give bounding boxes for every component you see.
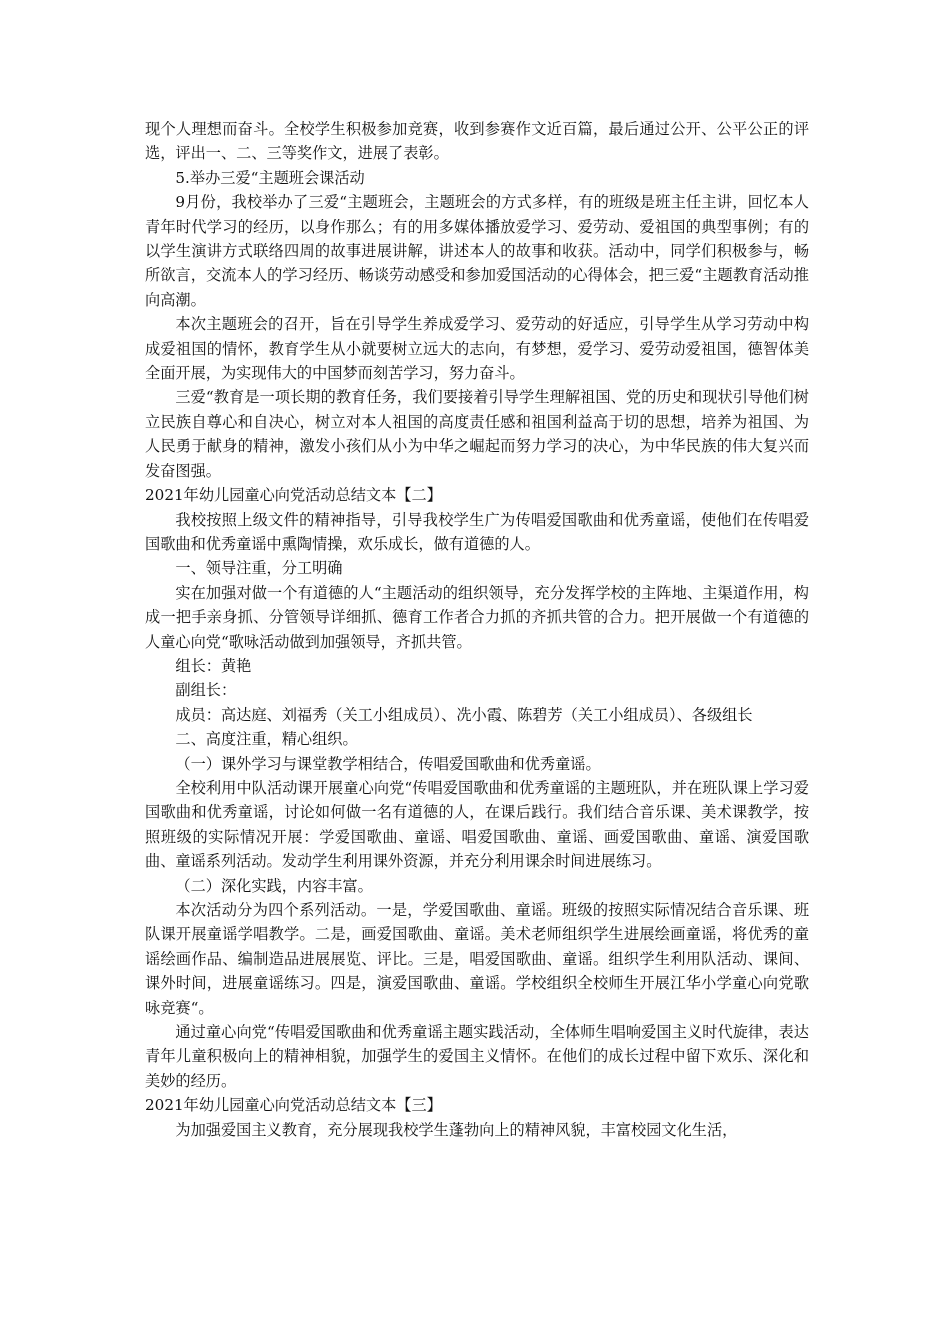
paragraph: 二、高度注重，精心组织。 <box>175 730 358 749</box>
section-heading: 2021年幼儿园童心向党活动总结文本【二】 <box>145 486 442 505</box>
paragraph: 成员：高达庭、刘福秀（关工小组成员）、冼小霞、陈碧芳（关工小组成员）、各级组长 <box>175 705 753 724</box>
paragraph: 本次主题班会的召开，旨在引导学生养成爱学习、爱劳动的好适应，引导学生从学习劳动中构成爱祖国的情怀，教育学生从小就要树立远大的志向，有梦想，爱学习、爱劳动爱祖国，德智体美全面开展，为实现伟大的中国梦而刻苦学习，努力奋斗。 <box>145 315 809 383</box>
paragraph: （一）课外学习与课堂教学相结合，传唱爱国歌曲和优秀童谣。 <box>175 754 601 773</box>
paragraph: 组长：黄艳 <box>175 656 252 675</box>
paragraph: 9月份，我校举办了三爱“主题班会，主题班会的方式多样，有的班级是班主任主讲，回忆本人青年时代学习的经历，以身作那么；有的用多媒体播放爱学习、爱劳动、爱祖国的典型事例；有的以学生演讲方式联络四周的故事进展讲解，讲述本人的故事和收获。活动中，同学们积极参与，畅所欲言，交流本人的学习经历、畅谈劳动感受和参加爱国活动的心得体会，把三爱“主题教育活动推向高潮。 <box>145 193 809 309</box>
paragraph: 5.举办三爱“主题班会课活动 <box>175 168 365 187</box>
paragraph: 一、领导注重，分工明确 <box>175 559 343 578</box>
paragraph: 通过童心向党“传唱爱国歌曲和优秀童谣主题实践活动，全体师生唱响爱国主义时代旋律，表达青年儿童积极向上的精神相貌，加强学生的爱国主义情怀。在他们的成长过程中留下欢乐、深化和美妙的经历。 <box>145 1023 809 1090</box>
paragraph: 本次活动分为四个系列活动。一是，学爱国歌曲、童谣。班级的按照实际情况结合音乐课、班队课开展童谣学唱教学。二是，画爱国歌曲、童谣。美术老师组织学生进展绘画童谣，将优秀的童谣绘画作品、编制造品进展展览、评比。三是，唱爱国歌曲、童谣。组织学生利用队活动、课间、课外时间，进展童谣练习。四是，演爱国歌曲、童谣。学校组织全校师生开展江华小学童心向党歌咏竞赛“。 <box>145 901 809 1017</box>
paragraph: 实在加强对做一个有道德的人“主题活动的组织领导，充分发挥学校的主阵地、主渠道作用，构成一把手亲身抓、分管领导详细抓、德育工作者合力抓的齐抓共管的合力。把开展做一个有道德的人童心向党“歌咏活动做到加强领导，齐抓共管。 <box>145 583 809 651</box>
document-page <box>145 117 809 1142</box>
paragraph: 现个人理想而奋斗。全校学生积极参加竞赛，收到参赛作文近百篇，最后通过公开、公平公正的评选，评出一、二、三等奖作文，进展了表彰。 <box>145 120 809 163</box>
paragraph: 为加强爱国主义教育，充分展现我校学生蓬勃向上的精神风貌，丰富校园文化生活， <box>175 1120 738 1139</box>
paragraph: 我校按照上级文件的精神指导，引导我校学生广为传唱爱国歌曲和优秀童谣，使他们在传唱爱国歌曲和优秀童谣中熏陶情操，欢乐成长，做有道德的人。 <box>145 510 809 553</box>
paragraph: 副组长： <box>175 681 237 700</box>
paragraph: （二）深化实践，内容丰富。 <box>175 876 373 895</box>
paragraph: 三爱“教育是一项长期的教育任务，我们要接着引导学生理解祖国、党的历史和现状引导他们树立民族自尊心和自决心，树立对本人祖国的高度责任感和祖国利益高于切的思想，培养为祖国、为人民勇于献身的精神，激发小孩们从小为中华之崛起而努力学习的决心，为中华民族的伟大复兴而发奋图强。 <box>145 388 809 480</box>
paragraph: 全校利用中队活动课开展童心向党“传唱爱国歌曲和优秀童谣的主题班队，并在班队课上学习爱国歌曲和优秀童谣，讨论如何做一名有道德的人，在课后践行。我们结合音乐课、美术课教学，按照班级的实际情况开展：学爱国歌曲、童谣、唱爱国歌曲、童谣、画爱国歌曲、童谣、演爱国歌曲、童谣系列活动。发动学生利用课外资源，并充分利用课余时间进展练习。 <box>145 778 809 871</box>
section-heading: 2021年幼儿园童心向党活动总结文本【三】 <box>145 1096 442 1115</box>
